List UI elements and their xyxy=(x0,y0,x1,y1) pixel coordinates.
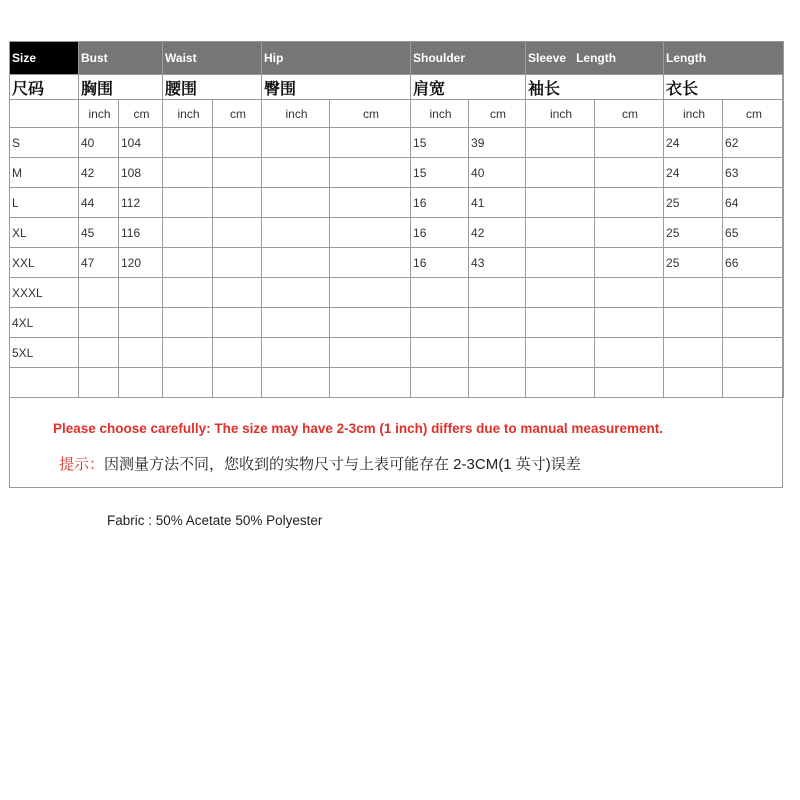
cell-length-cm: 65 xyxy=(723,218,784,248)
cell-empty xyxy=(163,218,213,248)
cell-shoulder-cm xyxy=(469,308,526,338)
unit-cm: cm xyxy=(723,100,784,128)
cell-shoulder-in: 16 xyxy=(411,188,469,218)
cell-empty xyxy=(595,338,664,368)
cell-empty xyxy=(163,278,213,308)
cell-shoulder-in xyxy=(411,278,469,308)
cell-shoulder-cm xyxy=(469,278,526,308)
units-blank xyxy=(10,100,79,128)
cell-empty xyxy=(595,278,664,308)
cell-length-cm: 63 xyxy=(723,158,784,188)
cell-bust-in: 45 xyxy=(79,218,119,248)
header-cn-size: 尺码 xyxy=(10,75,79,100)
header-cn-waist: 腰围 xyxy=(163,75,262,100)
cell-bust-in: 42 xyxy=(79,158,119,188)
row-size-label: L xyxy=(10,188,79,218)
cell-bust-in xyxy=(79,308,119,338)
row-size-label: 5XL xyxy=(10,338,79,368)
cell-length-in: 24 xyxy=(664,128,723,158)
measurement-warning: Please choose carefully: The size may have 2-3cm (1 inch) differs due to manual measurement. xyxy=(53,421,663,436)
unit-cm: cm xyxy=(119,100,163,128)
cell-empty xyxy=(330,248,411,278)
cell-empty xyxy=(526,158,595,188)
header-length: Length xyxy=(664,42,784,75)
table-row xyxy=(10,128,784,158)
cell-length-cm xyxy=(723,338,784,368)
cell-empty xyxy=(262,308,330,338)
cell-shoulder-in xyxy=(411,308,469,338)
fabric-info: Fabric : 50% Acetate 50% Polyester xyxy=(107,513,323,528)
unit-inch: inch xyxy=(664,100,723,128)
unit-cm: cm xyxy=(213,100,262,128)
cell-length-cm: 64 xyxy=(723,188,784,218)
table-row xyxy=(10,188,784,218)
cell-length-in xyxy=(664,338,723,368)
header-waist: Waist xyxy=(163,42,262,75)
header-cn-hip: 臀围 xyxy=(262,75,411,100)
cell-empty xyxy=(330,158,411,188)
table-row xyxy=(10,308,784,338)
cell-empty xyxy=(330,308,411,338)
header-sleeve-length: Sleeve Length xyxy=(526,42,664,75)
header-cn-sleeve-length: 袖长 xyxy=(526,75,664,100)
cell-empty xyxy=(262,158,330,188)
measurement-warning-cn xyxy=(59,453,581,474)
cell-length-in: 25 xyxy=(664,188,723,218)
cell-empty xyxy=(330,188,411,218)
cell-empty xyxy=(163,188,213,218)
unit-cm: cm xyxy=(595,100,664,128)
row-size-label xyxy=(10,368,79,398)
cell-empty xyxy=(213,188,262,218)
cell-empty xyxy=(163,158,213,188)
cell-length-cm: 62 xyxy=(723,128,784,158)
cell-empty xyxy=(163,368,213,398)
cell-empty xyxy=(595,218,664,248)
cell-shoulder-cm xyxy=(469,338,526,368)
cell-empty xyxy=(262,128,330,158)
unit-cm: cm xyxy=(469,100,526,128)
cell-bust-cm: 116 xyxy=(119,218,163,248)
cell-bust-cm: 108 xyxy=(119,158,163,188)
cell-empty xyxy=(262,278,330,308)
cell-shoulder-in: 15 xyxy=(411,128,469,158)
header-cn-shoulder: 肩宽 xyxy=(411,75,526,100)
cell-shoulder-in: 16 xyxy=(411,218,469,248)
cell-shoulder-in: 15 xyxy=(411,158,469,188)
header-cn-bust: 胸围 xyxy=(79,75,163,100)
cell-shoulder-cm: 39 xyxy=(469,128,526,158)
cell-empty xyxy=(330,368,411,398)
row-size-label: XXXL xyxy=(10,278,79,308)
header-shoulder: Shoulder xyxy=(411,42,526,75)
cell-empty xyxy=(526,278,595,308)
cell-empty xyxy=(526,218,595,248)
unit-inch: inch xyxy=(411,100,469,128)
cell-empty xyxy=(262,218,330,248)
cell-empty xyxy=(213,218,262,248)
cell-empty xyxy=(526,308,595,338)
cell-empty xyxy=(213,368,262,398)
cell-bust-in xyxy=(79,278,119,308)
cell-shoulder-cm xyxy=(469,368,526,398)
cell-empty xyxy=(526,338,595,368)
cell-empty xyxy=(213,338,262,368)
cell-empty xyxy=(526,368,595,398)
cell-empty xyxy=(595,128,664,158)
cell-empty xyxy=(595,248,664,278)
header-cn-length: 衣长 xyxy=(664,75,784,100)
cell-empty xyxy=(526,188,595,218)
table-row xyxy=(10,278,784,308)
row-size-label: XL xyxy=(10,218,79,248)
hint-label: 提示： xyxy=(59,456,105,473)
cell-empty xyxy=(163,128,213,158)
hint-text: 因测量方法不同，您收到的实物尺寸与上表可能存在 2-3CM(1 英寸)误差 xyxy=(104,456,581,473)
cell-length-cm: 66 xyxy=(723,248,784,278)
cell-shoulder-cm: 42 xyxy=(469,218,526,248)
row-size-label: M xyxy=(10,158,79,188)
cell-length-in xyxy=(664,278,723,308)
header-hip: Hip xyxy=(262,42,411,75)
cell-empty xyxy=(595,158,664,188)
cell-empty xyxy=(163,338,213,368)
cell-length-in xyxy=(664,368,723,398)
cell-empty xyxy=(330,218,411,248)
cell-length-cm xyxy=(723,278,784,308)
cell-empty xyxy=(330,338,411,368)
table-row xyxy=(10,338,784,368)
table-row xyxy=(10,158,784,188)
cell-bust-in xyxy=(79,338,119,368)
cell-bust-cm xyxy=(119,278,163,308)
cell-bust-in: 47 xyxy=(79,248,119,278)
cell-shoulder-cm: 41 xyxy=(469,188,526,218)
unit-inch: inch xyxy=(526,100,595,128)
cell-length-cm xyxy=(723,308,784,338)
table-row xyxy=(10,368,784,398)
cell-empty xyxy=(262,338,330,368)
table-row xyxy=(10,248,784,278)
cell-empty xyxy=(262,248,330,278)
cell-empty xyxy=(213,248,262,278)
row-size-label: S xyxy=(10,128,79,158)
cell-bust-in: 40 xyxy=(79,128,119,158)
table-row xyxy=(10,218,784,248)
units-row xyxy=(10,100,784,128)
cell-bust-in: 44 xyxy=(79,188,119,218)
cell-shoulder-in xyxy=(411,338,469,368)
cell-empty xyxy=(526,248,595,278)
cell-empty xyxy=(595,188,664,218)
cell-bust-cm xyxy=(119,308,163,338)
cell-shoulder-in xyxy=(411,368,469,398)
cell-length-in xyxy=(664,308,723,338)
cell-bust-in xyxy=(79,368,119,398)
size-chart xyxy=(9,41,783,488)
header-row-cn xyxy=(10,75,784,100)
cell-shoulder-in: 16 xyxy=(411,248,469,278)
header-bust: Bust xyxy=(79,42,163,75)
cell-empty xyxy=(163,248,213,278)
cell-empty xyxy=(213,128,262,158)
cell-empty xyxy=(595,308,664,338)
cell-bust-cm: 104 xyxy=(119,128,163,158)
unit-inch: inch xyxy=(163,100,213,128)
cell-bust-cm: 120 xyxy=(119,248,163,278)
row-size-label: 4XL xyxy=(10,308,79,338)
cell-length-in: 25 xyxy=(664,248,723,278)
cell-empty xyxy=(330,128,411,158)
cell-shoulder-cm: 43 xyxy=(469,248,526,278)
cell-empty xyxy=(526,128,595,158)
unit-inch: inch xyxy=(79,100,119,128)
cell-empty xyxy=(262,368,330,398)
row-size-label: XXL xyxy=(10,248,79,278)
cell-length-in: 25 xyxy=(664,218,723,248)
cell-empty xyxy=(213,158,262,188)
size-table xyxy=(9,41,784,398)
cell-empty xyxy=(213,308,262,338)
cell-bust-cm xyxy=(119,368,163,398)
cell-empty xyxy=(213,278,262,308)
unit-inch: inch xyxy=(262,100,330,128)
header-size: Size xyxy=(10,42,79,75)
header-row-en xyxy=(10,42,784,75)
cell-bust-cm: 112 xyxy=(119,188,163,218)
cell-empty xyxy=(163,308,213,338)
cell-bust-cm xyxy=(119,338,163,368)
cell-empty xyxy=(595,368,664,398)
cell-shoulder-cm: 40 xyxy=(469,158,526,188)
cell-empty xyxy=(330,278,411,308)
unit-cm: cm xyxy=(330,100,411,128)
cell-length-cm xyxy=(723,368,784,398)
cell-length-in: 24 xyxy=(664,158,723,188)
cell-empty xyxy=(262,188,330,218)
